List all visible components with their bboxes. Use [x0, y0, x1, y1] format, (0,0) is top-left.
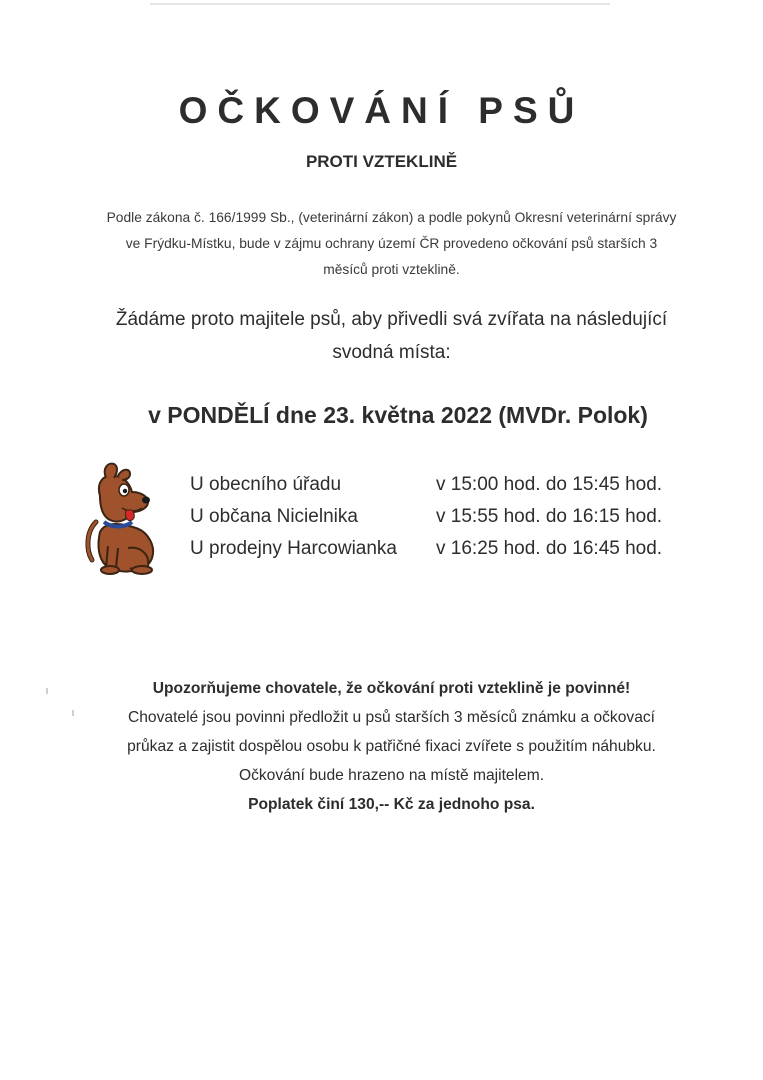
- intro-line: Podle zákona č. 166/1999 Sb., (veterinární zákon) a podle pokynů Okresní veterinární správy: [106, 210, 677, 225]
- schedule-list: [190, 474, 710, 570]
- schedule-time: v 15:55 hod. do 16:15 hod.: [436, 506, 663, 527]
- request-line: Žádáme proto majitele psů, aby přivedli svá zvířata na následující: [115, 309, 668, 330]
- notice-line: Očkování bude hrazeno na místě majitelem.: [238, 767, 545, 784]
- schedule-time: v 15:00 hod. do 15:45 hod.: [436, 474, 663, 495]
- schedule-row: [190, 474, 710, 506]
- notice-line: průkaz a zajistit dospělou osobu k patřičné fixaci zvířete s použitím náhubku.: [127, 738, 656, 755]
- scan-edge-line: [150, 3, 610, 5]
- schedule-row: [190, 506, 710, 538]
- notice-paragraph: [60, 674, 723, 819]
- intro-paragraph: [60, 205, 723, 283]
- schedule-place: U obecního úřadu: [190, 474, 342, 495]
- request-line: svodná místa:: [332, 342, 451, 363]
- notice-line: Chovatelé jsou povinni předložit u psů starších 3 měsíců známku a očkovací: [128, 709, 655, 726]
- schedule-time: v 16:25 hod. do 16:45 hod.: [436, 538, 663, 559]
- schedule-place: U občana Nicielnika: [190, 506, 358, 527]
- vaccination-date: v PONDĚLÍ dne 23. května 2022 (MVDr. Polok): [148, 402, 648, 428]
- scan-speck: [46, 688, 48, 694]
- schedule-row: [190, 538, 710, 570]
- scan-speck: [72, 710, 74, 716]
- intro-line: měsíců proti vzteklině.: [323, 262, 460, 277]
- schedule-place: U prodejny Harcowianka: [190, 538, 397, 559]
- notice-fee: Poplatek činí 130,-- Kč za jednoho psa.: [248, 796, 535, 813]
- page-subtitle: PROTI VZTEKLINĚ: [305, 152, 458, 171]
- intro-line: ve Frýdku-Místku, bude v zájmu ochrany území ČR provedeno očkování psů starších 3: [125, 236, 658, 251]
- request-paragraph: [60, 303, 723, 369]
- cartoon-dog-icon: [78, 462, 168, 577]
- page-title: OČKOVÁNÍ PSŮ: [178, 90, 585, 131]
- notice-warning: Upozorňujeme chovatele, že očkování proti vzteklině je povinné!: [152, 680, 631, 697]
